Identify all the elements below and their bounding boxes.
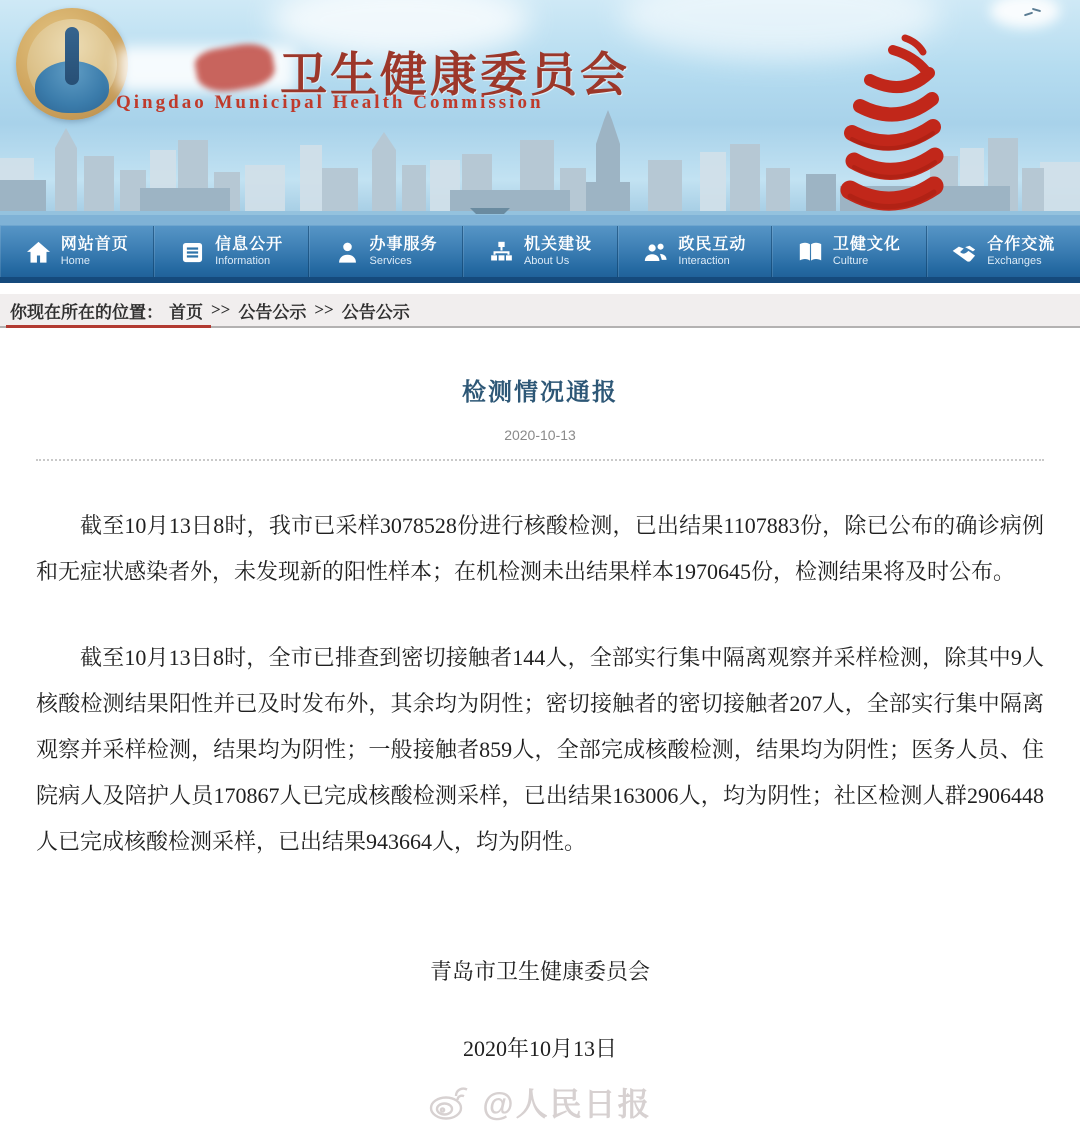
nav-label: 卫健文化 — [832, 236, 901, 254]
breadcrumb-link-current[interactable]: 公告公示 — [341, 302, 410, 322]
spacer — [0, 283, 1080, 294]
breadcrumb-separator: >> — [314, 300, 334, 319]
nav-label: 网站首页 — [60, 236, 129, 254]
home-icon — [25, 239, 52, 266]
nav-item-information[interactable] — [154, 226, 308, 278]
nav-sublabel: Exchanges — [987, 254, 1042, 267]
breadcrumb-separator: >> — [211, 300, 231, 319]
main-navigation — [0, 225, 1080, 283]
nav-sublabel: Culture — [832, 254, 869, 267]
sitemap-icon — [488, 239, 515, 266]
nav-item-services[interactable] — [309, 226, 463, 278]
nav-item-interaction[interactable] — [618, 226, 772, 278]
document-icon — [179, 239, 206, 266]
boat-decoration — [470, 208, 510, 214]
handshake-icon — [951, 239, 978, 266]
nav-item-exchanges[interactable] — [927, 226, 1080, 278]
nav-label: 信息公开 — [215, 236, 284, 254]
nav-sublabel: Home — [60, 254, 91, 267]
nav-sublabel: About Us — [523, 254, 570, 267]
nav-sublabel: Interaction — [678, 254, 730, 267]
people-icon — [642, 239, 669, 266]
article-date: 2020-10-13 — [504, 427, 576, 443]
nav-sublabel: Information — [215, 254, 271, 267]
article-paragraph: 截至10月13日8时，我市已采样3078528份进行核酸检测，已出结果1107883份，除已公布的确诊病例和无症状感染者外，未发现新的阳性样本；在机检测未出结果样本1970645份，检测结果将及时公布。 — [36, 513, 1044, 584]
watermark-text: @人民日报 — [482, 1086, 652, 1122]
article-title: 检测情况通报 — [462, 380, 618, 406]
article-paragraph: 截至10月13日8时，全市已排查到密切接触者144人，全部实行集中隔离观察并采样检测，除其中9人核酸检测结果阳性并已及时发布外，其余均为阴性；密切接触者的密切接触者207人，全部实行集中隔离观察并采样检测，结果均为阴性；一般接触者859人，全部完成核酸检测，结果均为阴性；医务人员、住院病人及陪护人员170867人已完成核酸检测采样，已出结果163006人，均为阴性；社区检测人群2906448人已完成核酸检测采样，已出结果943664人，均为阴性。 — [36, 645, 1044, 854]
weibo-watermark — [36, 1079, 1044, 1125]
article-signature: 青岛市卫生健康委员会 — [429, 959, 650, 984]
site-subtitle: Qingdao Municipal Health Commission — [116, 92, 544, 113]
article-signature-date: 2020年10月13日 — [462, 1036, 617, 1061]
nav-item-about[interactable] — [463, 226, 617, 278]
breadcrumb-label: 你现在所在的位置： — [10, 302, 163, 322]
nav-item-home[interactable] — [0, 226, 154, 278]
site-banner — [0, 0, 1080, 225]
site-title: 卫生健康委员会 — [280, 50, 630, 102]
nav-label: 政民互动 — [678, 236, 747, 254]
weibo-icon — [428, 1083, 472, 1121]
nav-sublabel: Services — [369, 254, 412, 267]
may-wind-sculpture — [835, 30, 950, 220]
breadcrumb-underline — [6, 325, 211, 328]
site-logo[interactable] — [16, 8, 128, 120]
nav-label: 合作交流 — [987, 236, 1056, 254]
breadcrumb-link-home[interactable]: 首页 — [169, 302, 203, 322]
person-icon — [334, 239, 361, 266]
article — [0, 372, 1080, 1125]
nav-label: 办事服务 — [369, 236, 438, 254]
divider — [36, 459, 1044, 461]
nav-item-culture[interactable] — [772, 226, 926, 278]
breadcrumb-link-notices[interactable]: 公告公示 — [238, 302, 307, 322]
book-icon — [797, 239, 824, 266]
nav-label: 机关建设 — [523, 236, 592, 254]
site-logo-inner — [27, 19, 117, 109]
breadcrumb — [0, 294, 1080, 328]
